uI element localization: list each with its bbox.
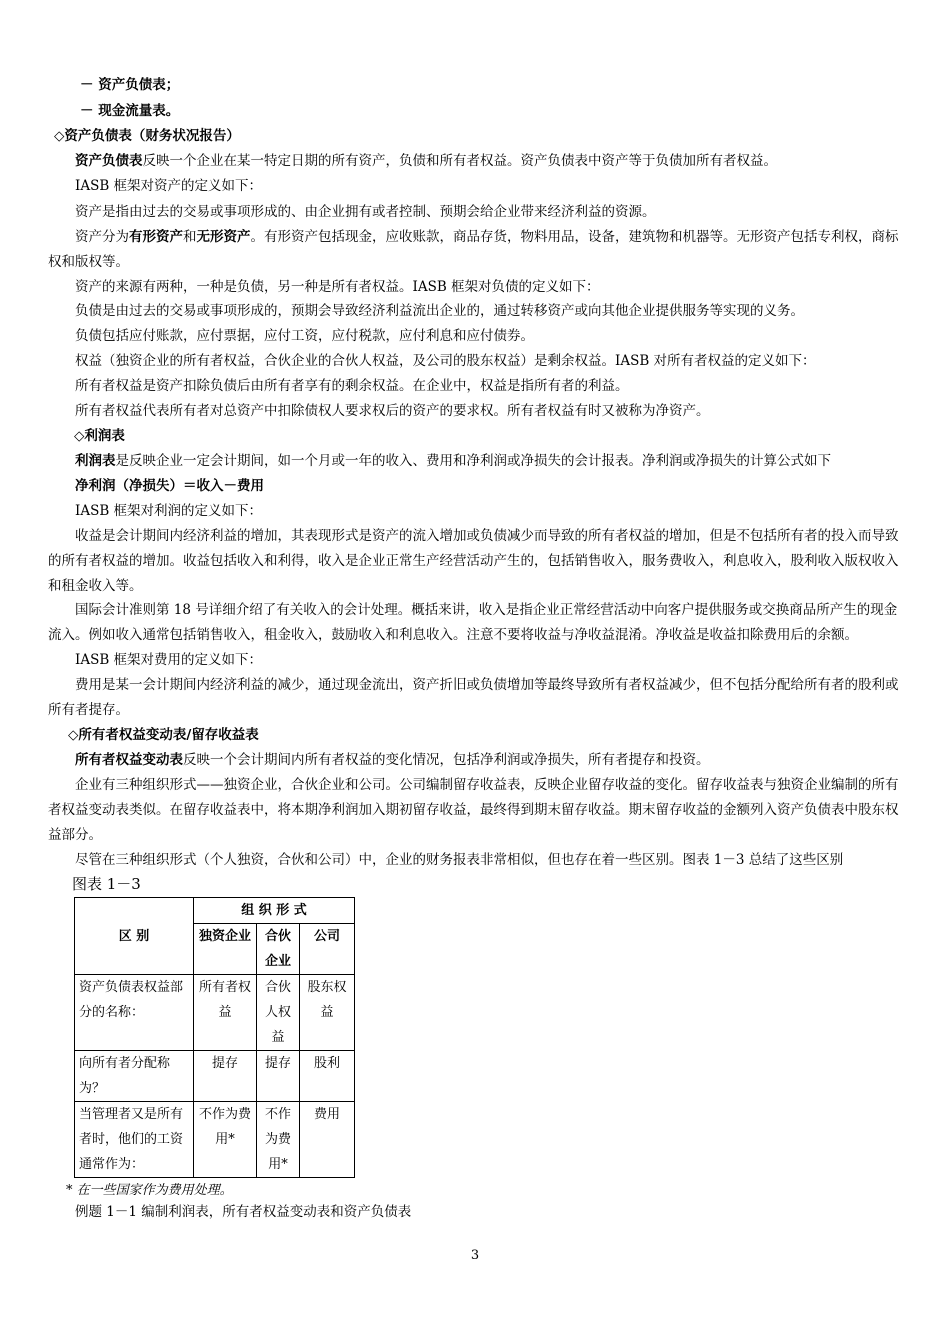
table-cell: 费用	[300, 1102, 355, 1178]
table-row	[75, 975, 355, 1051]
paragraph: 国际会计准则第 18 号详细介绍了有关收入的会计处理。概括来讲，收入是指企业正常经营活动中向客户提供服务或交换商品所产生的现金流入。例如收入通常包括销售收入，租金收入，鼓励收入和利息收入。注意不要将收益与净收益混淆。净收益是收益扣除费用后的余额。	[48, 602, 898, 643]
paragraph: IASB 框架对费用的定义如下：	[75, 652, 263, 668]
table-cell: 所有者权益	[194, 975, 257, 1051]
paragraph: 所有者权益是资产扣除负债后由所有者享有的剩余权益。在企业中，权益是指所有者的利益。	[75, 378, 629, 394]
header-cell-sole: 独资企业	[194, 924, 257, 975]
paragraph: 资产的来源有两种，一种是负债，另一种是所有者权益。IASB 框架对负债的定义如下：	[75, 279, 600, 295]
paragraph: 资产负债表反映一个企业在某一特定日期的所有资产，负债和所有者权益。资产负债表中资产等于负债加所有者权益。	[75, 153, 777, 169]
paragraph: 资产分为有形资产和无形资产。有形资产包括现金，应收账款，商品存货，物料用品，设备，建筑物和机器等。无形资产包括专利权，商标权和版权等。	[48, 229, 899, 270]
paragraph: 所有者权益变动表反映一个会计期间内所有者权益的变化情况，包括净利润或净损失，所有者提存和投资。	[75, 752, 710, 768]
paragraph: 权益（独资企业的所有者权益，合伙企业的合伙人权益，及公司的股东权益）是剩余权益。IASB 对所有者权益的定义如下：	[75, 353, 816, 369]
paragraph: 收益是会计期间内经济利益的增加，其表现形式是资产的流入增加或负债减少而导致的所有者权益的增加，但是不包括所有者的投入而导致的所有者权益的增加。收益包括收入和利得，收入是企业正常生产经营活动产生的，包括销售收入，服务费收入，利息收入，股利收入版权收入和租金收入等。	[48, 528, 899, 594]
example-line: 例题 1－1 编制利润表，所有者权益变动表和资产负债表	[75, 1204, 412, 1220]
table-cell: 股利	[300, 1051, 355, 1102]
table-cell: 资产负债表权益部分的名称：	[75, 975, 194, 1051]
bold-term: 利润表	[75, 453, 116, 469]
paragraph: 尽管在三种组织形式（个人独资，合伙和公司）中，企业的财务报表非常相似，但也存在着一些区别。图表 1－3 总结了这些区别	[75, 852, 844, 868]
paragraph: IASB 框架对资产的定义如下：	[75, 178, 263, 194]
table-cell: 不作为费用*	[194, 1102, 257, 1178]
figure-title: 图表 1－3	[72, 875, 141, 893]
section-heading-equity-statement: ◇所有者权益变动表/留存收益表	[68, 727, 259, 743]
table-cell: 提存	[194, 1051, 257, 1102]
paragraph: 企业有三种组织形式——独资企业，合伙企业和公司。公司编制留存收益表，反映企业留存收益的变化。留存收益表与独资企业编制的所有者权益变动表类似。在留存收益表中，将本期净利润加入期初留存收益，最终得到期末留存收益。期末留存收益的金额列入资产负债表中股东权益部分。	[48, 777, 899, 843]
paragraph: IASB 框架对利润的定义如下：	[75, 503, 263, 519]
table-cell: 当管理者又是所有者时，他们的工资通常作为：	[75, 1102, 194, 1178]
table-cell: 提存	[257, 1051, 300, 1102]
comparison-table	[74, 897, 355, 1178]
table-row	[75, 898, 355, 924]
table-footnote: * 在一些国家作为费用处理。	[66, 1183, 233, 1198]
page-number: 3	[470, 1248, 480, 1263]
list-item-cash-flow: － 现金流量表。	[80, 103, 180, 119]
table-cell: 向所有者分配称为？	[75, 1051, 194, 1102]
list-item-balance-sheet: － 资产负债表；	[80, 77, 180, 93]
paragraph: 资产是指由过去的交易或事项形成的、由企业拥有或者控制、预期会给企业带来经济利益的资源。	[75, 204, 656, 220]
section-heading-balance-sheet: ◇资产负债表（财务状况报告）	[54, 128, 240, 144]
bold-term: 有形资产	[129, 229, 183, 245]
table-cell: 股东权益	[300, 975, 355, 1051]
header-cell-corporation: 公司	[300, 924, 355, 975]
table-row	[75, 1051, 355, 1102]
paragraph: 所有者权益代表所有者对总资产中扣除债权人要求权后的资产的要求权。所有者权益有时又被称为净资产。	[75, 403, 710, 419]
section-heading-income-statement: ◇利润表	[74, 428, 125, 444]
table-row	[75, 1102, 355, 1178]
net-income-formula: 净利润（净损失）＝收入－费用	[75, 478, 264, 494]
paragraph: 费用是某一会计期间内经济利益的减少，通过现金流出，资产折旧或负债增加等最终导致所有者权益减少，但不包括分配给所有者的股利或所有者提存。	[48, 677, 899, 718]
header-cell-partnership: 合伙企业	[257, 924, 300, 975]
bold-term: 资产负债表	[75, 153, 143, 169]
table-cell: 合伙人权益	[257, 975, 300, 1051]
bold-term: 无形资产	[196, 229, 251, 245]
header-cell-org-forms: 组 织 形 式	[194, 898, 355, 924]
bold-term: 所有者权益变动表	[75, 752, 183, 768]
paragraph: 负债包括应付账款，应付票据，应付工资，应付税款，应付利息和应付债券。	[75, 328, 534, 344]
table-cell: 不作为费用*	[257, 1102, 300, 1178]
paragraph: 利润表是反映企业一定会计期间，如一个月或一年的收入、费用和净利润或净损失的会计报表。净利润或净损失的计算公式如下	[75, 453, 831, 469]
paragraph: 负债是由过去的交易或事项形成的，预期会导致经济利益流出企业的，通过转移资产或向其他企业提供服务等实现的义务。	[75, 303, 804, 319]
header-cell-difference: 区 别	[75, 898, 194, 975]
